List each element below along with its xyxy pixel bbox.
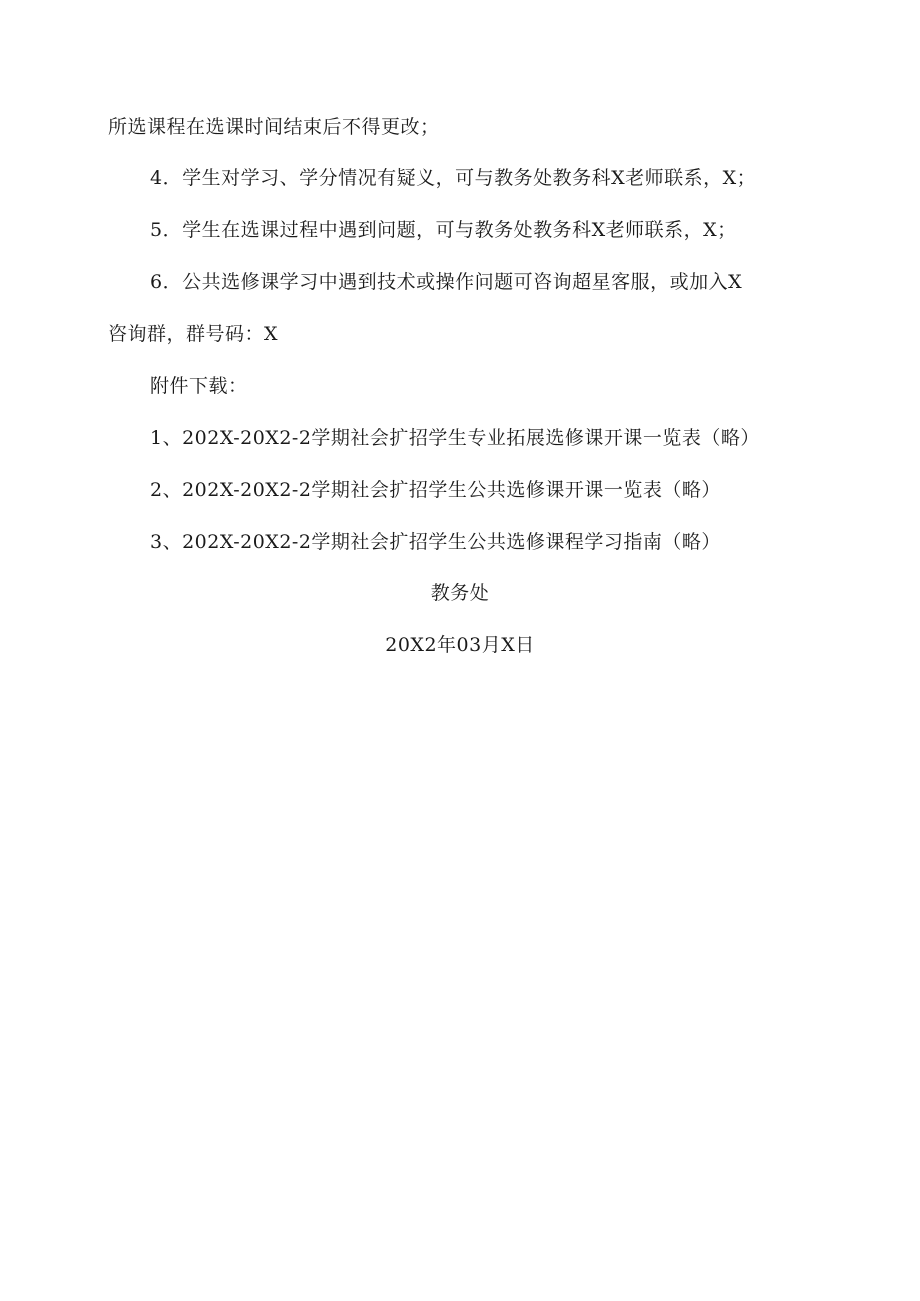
list-item-4: 4．学生对学习、学分情况有疑义，可与教务处教务科X老师联系，X；	[150, 167, 757, 189]
attachment-item-3: 3、202X-20X2-2学期社会扩招学生公共选修课程学习指南（略）	[150, 531, 721, 553]
list-item-5: 5．学生在选课过程中遇到问题，可与教务处教务科X老师联系，X；	[150, 219, 737, 241]
list-item-6: 6．公共选修课学习中遇到技术或操作问题可咨询超星客服，或加入X	[150, 271, 743, 293]
attachment-item-1: 1、202X-20X2-2学期社会扩招学生专业拓展选修课开课一览表（略）	[150, 427, 760, 449]
list-item-6-continuation: 咨询群，群号码：X	[108, 323, 279, 345]
attachments-heading: 附件下载：	[150, 375, 248, 397]
attachment-item-2: 2、202X-20X2-2学期社会扩招学生公共选修课开课一览表（略）	[150, 479, 721, 501]
signature-department: 教务处	[430, 582, 490, 604]
continuation-text: 所选课程在选课时间结束后不得更改；	[108, 116, 440, 138]
signature-date: 20X2年03月X日	[385, 634, 535, 656]
